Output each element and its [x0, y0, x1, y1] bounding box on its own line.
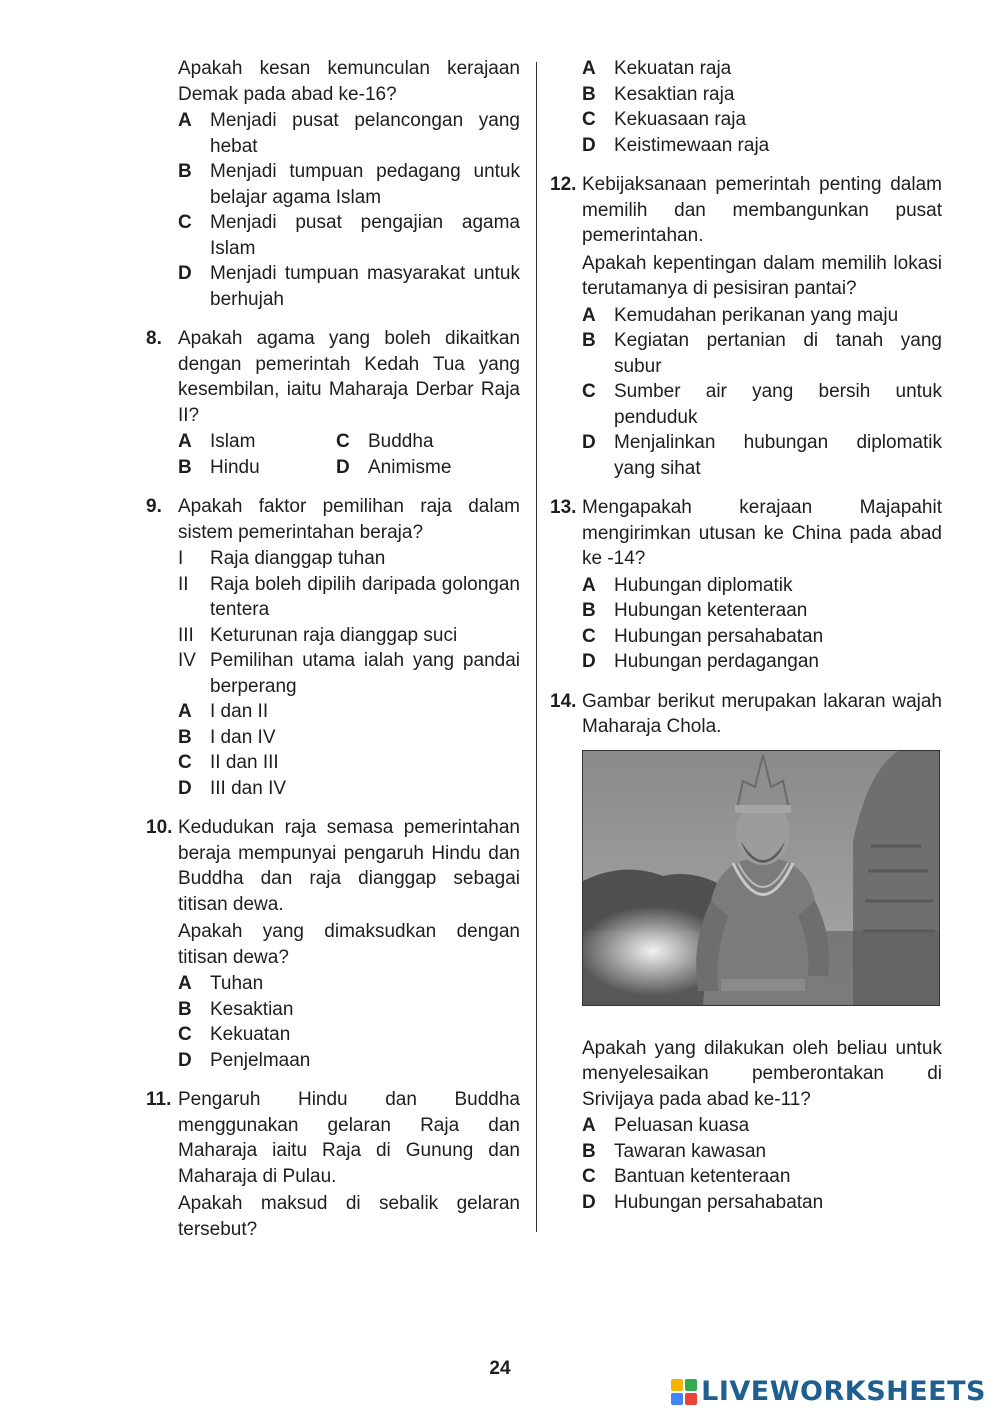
option-c[interactable]: C Bantuan ketenteraan [582, 1166, 791, 1187]
brand-name: LIVEWORKSHEETS [701, 1376, 986, 1407]
question-number: 13. [550, 497, 577, 518]
question-stem: Pengaruh Hindu dan Buddha menggunakan gelaran Raja dan Maharaja iaitu Raja di Gunung dan Maharaja di Pulau. [178, 1089, 520, 1187]
option-b[interactable]: B Kesaktian raja [582, 83, 735, 105]
chola-emperor-image [582, 750, 940, 1006]
option-b[interactable]: B I dan IV [178, 726, 276, 748]
question-8 [146, 326, 520, 480]
question-7 [146, 56, 520, 312]
option-a[interactable]: A Peluasan kuasa [582, 1115, 750, 1136]
question-14 [550, 689, 942, 1216]
question-9 [146, 494, 520, 801]
option-c[interactable]: C Menjadi pusat pengajian agama Islam [178, 212, 520, 259]
question-stem: Kedudukan raja semasa pemerintahan beraja mempunyai pengaruh Hindu dan Buddha dan raja dianggap sebagai titisan dewa. [178, 817, 520, 915]
question-number: 9. [146, 496, 162, 517]
question-prompt: Apakah maksud di sebalik gelaran tersebut? [178, 1193, 520, 1240]
question-10 [146, 815, 520, 1073]
question-stem: Kebijaksanaan pemerintah penting dalam memilih dan membangunkan pusat pemerintahan. [582, 174, 942, 246]
question-prompt: Apakah yang dilakukan oleh beliau untuk menyelesaikan pemberontakan di Srivijaya pada abad ke-11? [582, 1037, 942, 1110]
question-11-options [550, 56, 942, 158]
option-c[interactable]: C Kekuasaan raja [582, 109, 747, 130]
question-number: 11. [146, 1089, 172, 1110]
question-number: 14. [550, 690, 577, 712]
option-b[interactable]: B Kesaktian [178, 998, 294, 1020]
statement-iv: IV Pemilihan utama ialah yang pandai berperang [178, 650, 520, 697]
option-d[interactable]: D Keistimewaan raja [582, 134, 770, 156]
option-d[interactable]: D Menjalinkan hubungan diplomatik yang sihat [582, 432, 942, 479]
logo-square-icon [671, 1379, 683, 1391]
question-stem: Mengapakah kerajaan Majapahit mengirimkan utusan ke China pada abad ke -14? [582, 497, 942, 569]
option-a[interactable]: A Kemudahan perikanan yang maju [582, 304, 899, 326]
option-d[interactable]: D Menjadi tumpuan masyarakat untuk berhujah [178, 263, 520, 310]
question-stem: Apakah agama yang boleh dikaitkan dengan pemerintah Kedah Tua yang kesembilan, iaitu Maharaja Derbar Raja II? [178, 328, 520, 426]
logo-square-icon [685, 1379, 697, 1391]
option-c[interactable]: C Buddha [336, 431, 434, 452]
option-d[interactable]: D III dan IV [178, 777, 287, 799]
option-d[interactable]: D Hubungan perdagangan [582, 651, 819, 672]
question-13 [550, 495, 942, 675]
option-a[interactable]: A Hubungan diplomatik [582, 574, 793, 596]
option-d[interactable]: D Penjelmaan [178, 1049, 311, 1071]
right-column [550, 56, 942, 1229]
question-12 [550, 172, 942, 481]
question-number: 12. [550, 174, 577, 195]
left-column [146, 56, 520, 1256]
question-number: 10. [146, 817, 173, 838]
logo-square-icon [685, 1393, 697, 1405]
question-number: 8. [146, 328, 162, 349]
statement-i: I Raja dianggap tuhan [178, 548, 386, 569]
option-a[interactable]: A Menjadi pusat pelancongan yang hebat [178, 110, 520, 157]
question-11 [146, 1087, 520, 1242]
option-b[interactable]: B Kegiatan pertanian di tanah yang subur [582, 330, 942, 377]
liveworksheets-logo-icon [671, 1379, 697, 1405]
option-b[interactable]: B Hindu [178, 456, 260, 478]
question-stem: Gambar berikut merupakan lakaran wajah Maharaja Chola. [582, 690, 942, 737]
question-stem: Apakah faktor pemilihan raja dalam sistem pemerintahan beraja? [178, 496, 520, 543]
question-stem: Apakah kesan kemunculan kerajaan Demak pada abad ke-16? [178, 58, 520, 105]
statement-ii: II Raja boleh dipilih daripada golongan tentera [178, 573, 520, 620]
logo-square-icon [671, 1393, 683, 1405]
option-a[interactable]: A Tuhan [178, 973, 264, 994]
option-b[interactable]: B Hubungan ketenteraan [582, 600, 808, 621]
option-d[interactable]: D Animisme [336, 456, 452, 478]
option-b[interactable]: B Menjadi tumpuan pedagang untuk belajar agama Islam [178, 161, 520, 208]
option-a[interactable]: A Islam [178, 431, 256, 452]
option-b[interactable]: B Tawaran kawasan [582, 1140, 767, 1162]
statue-illustration [583, 751, 939, 1005]
option-c[interactable]: C Sumber air yang bersih untuk penduduk [582, 381, 942, 428]
page-number: 24 [489, 1358, 511, 1379]
question-prompt: Apakah kepentingan dalam memilih lokasi terutamanya di pesisiran pantai? [582, 252, 942, 299]
question-prompt: Apakah yang dimaksudkan dengan titisan dewa? [178, 921, 520, 968]
option-c[interactable]: C Hubungan persahabatan [582, 625, 824, 647]
option-c[interactable]: C Kekuatan [178, 1024, 291, 1045]
option-c[interactable]: C II dan III [178, 752, 279, 773]
column-divider [536, 62, 537, 1232]
option-a[interactable]: A I dan II [178, 701, 269, 722]
option-d[interactable]: D Hubungan persahabatan [582, 1191, 824, 1213]
option-a[interactable]: A Kekuatan raja [582, 58, 732, 79]
liveworksheets-logo[interactable] [671, 1376, 986, 1407]
statement-iii: III Keturunan raja dianggap suci [178, 624, 458, 646]
